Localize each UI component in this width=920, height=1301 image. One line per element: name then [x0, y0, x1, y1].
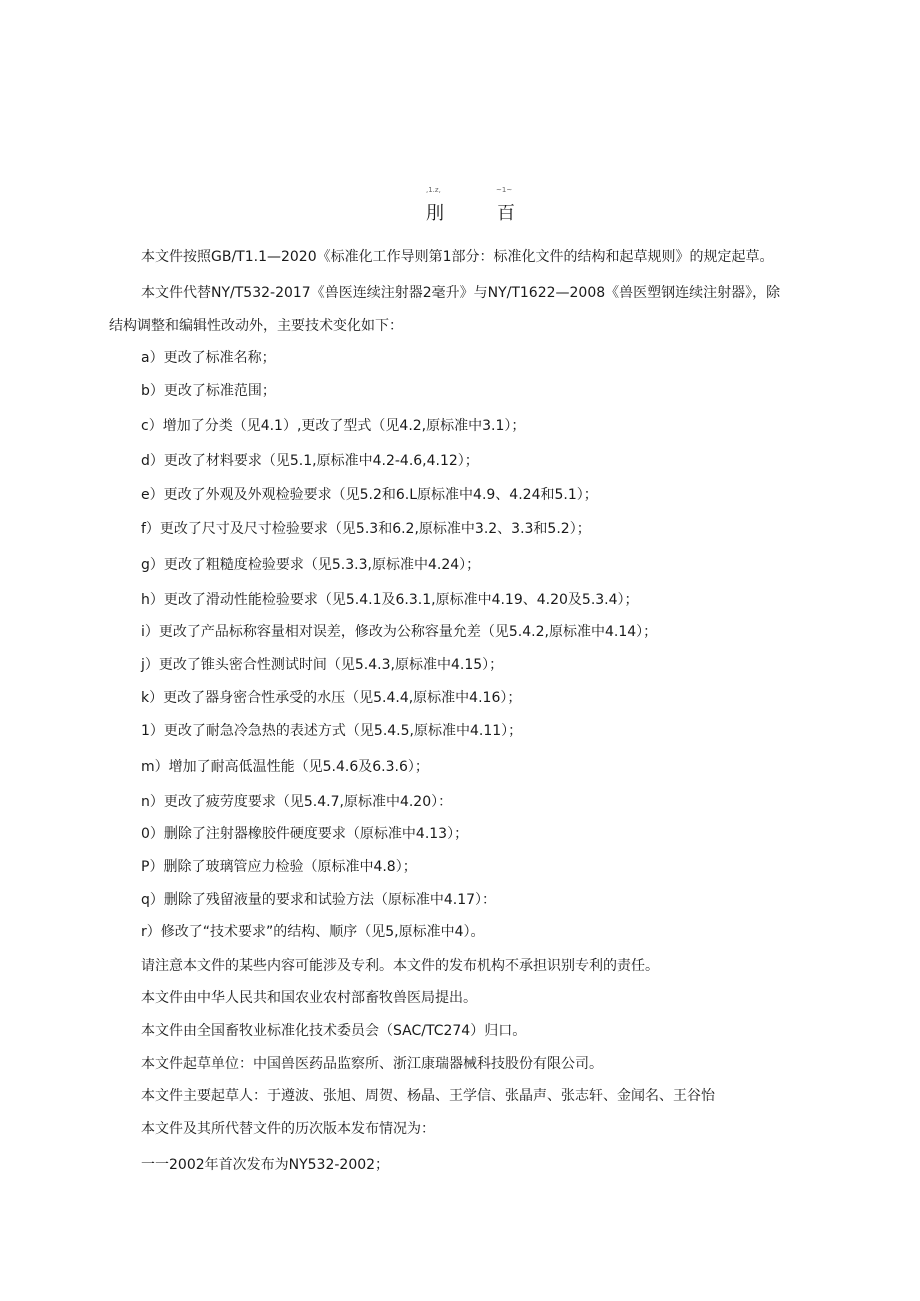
change-item: r）修改了“技术要求”的结构、顺序（见5,原标准中4）。 — [141, 924, 485, 940]
change-item: n）更改了疲劳度要求（见5.4.7,原标准中4.20）： — [141, 794, 453, 810]
change-item: k）更改了器身密合性承受的水压（见5.4.4,原标准中4.16）； — [141, 690, 522, 706]
intro-paragraph-2-line-1: 本文件代替NY/T532-2017《兽医连续注射器2毫升》与NY/T1622—2008《兽医塑钢连续注射器》，除 — [141, 285, 781, 301]
change-item: c）增加了分类（见4.1）,更改了型式（见4.2,原标准中3.1）； — [141, 418, 526, 434]
patent-notice: 请注意本文件的某些内容可能涉及专利。本文件的发布机构不承担识别专利的责任。 — [141, 958, 659, 974]
intro-paragraph-1: 本文件按照GB/T1.1—2020《标准化工作导则第1部分：标准化文件的结构和起草规则》的规定起草。 — [141, 249, 774, 265]
change-item: g）更改了粗糙度检验要求（见5.3.3,原标准中4.24）； — [141, 557, 481, 573]
version-history-item: 一一2002年首次发布为NY532-2002； — [141, 1157, 390, 1173]
change-item: e）更改了外观及外观检验要求（见5.2和6.L原标准中4.9、4.24和5.1）； — [141, 487, 598, 503]
proposer-statement: 本文件由中华人民共和国农业农村部畜牧兽医局提出。 — [141, 990, 477, 1006]
change-item: d）更改了材料要求（见5.1,原标准中4.2-4.6,4.12）； — [141, 453, 479, 469]
title-marks — [0, 186, 920, 198]
version-history-intro: 本文件及其所代替文件的历次版本发布情况为： — [141, 1121, 435, 1137]
page-title — [0, 199, 920, 225]
change-item: i）更改了产品标称容量相对误差，修改为公称容量允差（见5.4.2,原标准中4.14）； — [141, 624, 658, 640]
title-char-left: 刖 — [426, 203, 444, 224]
drafters: 本文件主要起草人：于遵波、张旭、周贺、杨晶、王学信、张晶声、张志轩、金闻名、王谷怡 — [141, 1088, 715, 1104]
change-item: q）删除了残留液量的要求和试验方法（原标准中4.17）： — [141, 892, 497, 908]
intro-paragraph-2-line-2: 结构调整和编辑性改动外，主要技术变化如下： — [109, 318, 403, 334]
change-item: f）更改了尺寸及尺寸检验要求（见5.3和6.2,原标准中3.2、3.3和5.2）； — [141, 521, 591, 537]
title-char-right: 百 — [497, 203, 515, 224]
committee-statement: 本文件由全国畜牧业标准化技术委员会（SAC/TC274）归口。 — [141, 1023, 527, 1039]
title-mark-right: ~1~ — [496, 186, 513, 194]
drafting-units: 本文件起草单位：中国兽医药品监察所、浙江康瑞器械科技股份有限公司。 — [141, 1056, 603, 1072]
change-item: 1）更改了耐急冷急热的表述方式（见5.4.5,原标准中4.11）； — [141, 723, 523, 739]
title-mark-left: ,1.z, — [426, 186, 441, 194]
change-item: 0）删除了注射器橡胶件硬度要求（原标准中4.13）； — [141, 826, 469, 842]
change-item: b）更改了标准范围； — [141, 383, 276, 399]
change-item: m）增加了耐高低温性能（见5.4.6及6.3.6）； — [141, 759, 429, 775]
change-item: h）更改了滑动性能检验要求（见5.4.1及6.3.1,原标准中4.19、4.20及5.3.4）； — [141, 592, 639, 608]
change-item: P）删除了玻璃管应力检验（原标准中4.8）； — [141, 859, 417, 875]
change-item: j）更改了锥头密合性测试时间（见5.4.3,原标准中4.15）； — [141, 657, 504, 673]
change-item: a）更改了标准名称； — [141, 350, 276, 366]
